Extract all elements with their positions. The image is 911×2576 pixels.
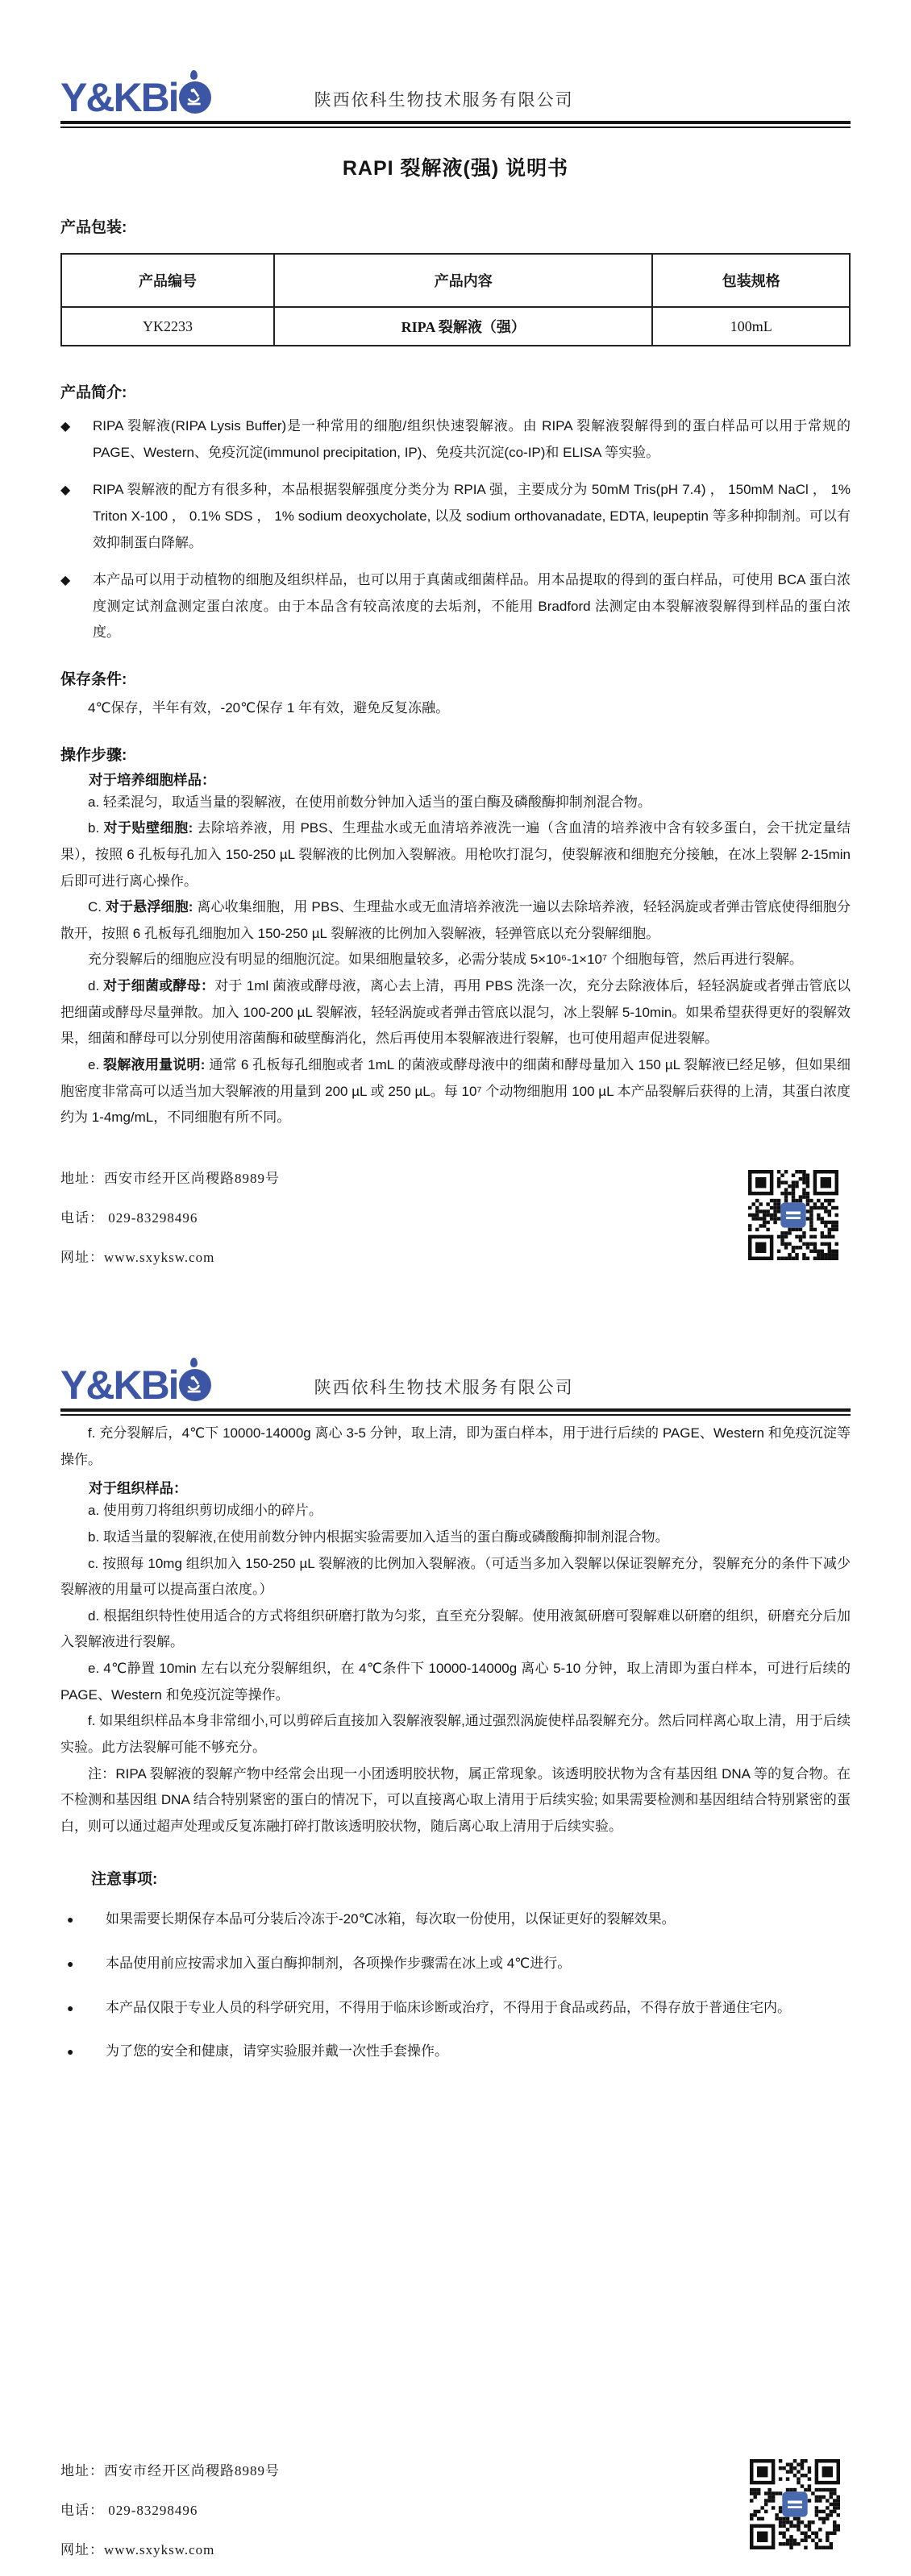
step-b: b. 对于贴壁细胞: 去除培养液，用 PBS、生理盐水或无血清培养液洗一遍（含血清的培养液中含有较多蛋白，会干扰定量结果），按照 6 孔板每孔加入 150-250 µL 裂解液的比例加入裂解液。用枪吹打混匀，使裂解液和细胞充分接触，在冰上裂解 2-15min 后即可进行离心操作。: [60, 820, 851, 889]
precaution-item: ● 本产品仅限于专业人员的科学研究用，不得用于临床诊断或治疗，不得用于食品或药品，不得存放于普通住宅内。: [60, 1995, 851, 2022]
footer-website: 网址：www.sxyksw.com: [60, 2542, 215, 2557]
tissue-step-f: f. 如果组织样品本身非常细小,可以剪碎后直接加入裂解液裂解,通过强烈涡旋使样品裂解充分。然后同样离心取上清，用于后续实验。此方法裂解可能不够充分。: [60, 1713, 851, 1755]
column-header-code: 产品编号: [61, 254, 274, 307]
microscope-icon: [179, 81, 211, 114]
page-header: [60, 0, 851, 118]
footer-phone: 电话： 029-83298496: [60, 2503, 198, 2518]
section-heading-intro: 产品简介:: [60, 384, 127, 401]
intro-bullet-1: ◆ RIPA 裂解液(RIPA Lysis Buffer)是一种常用的细胞/组织快速裂解液。由 RIPA 裂解液裂解得到的蛋白样品可以用于常规的 PAGE、Western、免疫沉淀(immunol precipitation, IP)、免疫共沉淀(co-IP)和 ELISA 等实验。: [60, 413, 851, 466]
header-divider: [60, 1408, 851, 1416]
cell-product-code: YK2233: [61, 307, 274, 346]
circle-bullet-icon: [60, 1951, 106, 1977]
logo-wordmark: Y&KBi: [60, 1363, 178, 1408]
footer-phone: 电话： 029-83298496: [60, 1210, 198, 1226]
table-row: [61, 307, 850, 346]
tissue-step-a: a. 使用剪刀将组织剪切成细小的碎片。: [88, 1503, 322, 1519]
cell-product-content: RIPA 裂解液（强）: [274, 307, 652, 346]
diamond-bullet-icon: [60, 477, 93, 556]
section-heading-precautions: 注意事项:: [91, 1871, 158, 1889]
intro-bullet-2: ◆ RIPA 裂解液的配方有很多种，本品根据裂解强度分类分为 RPIA 强，主要成分为 50mM Tris(pH 7.4) ， 150mM NaCl ， 1% Triton X-100 ， 0.1% SDS ， 1% sodium deoxycholate, 以及 sodium orthovanadate, EDTA, leupeptin 等多种抑制剂。可以有效抑制蛋白降解。: [60, 477, 851, 556]
footer-address: 地址：西安市经开区尚稷路8989号: [60, 2463, 280, 2479]
subheading-cultured-cells: 对于培养细胞样品：: [89, 771, 216, 788]
table-header-row: [61, 254, 850, 307]
tissue-step-b: b. 取适当量的裂解液,在使用前数分钟内根据实验需要加入适当的蛋白酶或磷酸酶抑制剂混合物。: [88, 1529, 669, 1545]
precaution-item: ● 为了您的安全和健康，请穿实验服并戴一次性手套操作。: [60, 2039, 851, 2065]
page-2: [0, 1281, 911, 2576]
droplet-icon: [190, 1358, 198, 1367]
subheading-tissue: 对于组织样品：: [89, 1480, 188, 1497]
diamond-bullet-icon: [60, 413, 93, 466]
column-header-content: 产品内容: [274, 254, 652, 307]
packaging-table: [60, 253, 851, 346]
circle-bullet-icon: [60, 1906, 106, 1933]
step-a: a. 轻柔混匀，取适当量的裂解液，在使用前数分钟加入适当的蛋白酶及磷酸酶抑制剂混合物。: [88, 794, 651, 810]
section-heading-packaging: 产品包装:: [60, 219, 127, 236]
section-heading-storage: 保存条件:: [60, 671, 127, 688]
cell-product-spec: 100mL: [652, 307, 850, 346]
logo-wordmark: Y&KBi: [60, 75, 178, 120]
microscope-icon: [179, 1369, 211, 1401]
diamond-bullet-icon: [60, 567, 93, 646]
company-name: 陕西依科生物技术服务有限公司: [314, 91, 574, 110]
precaution-item: ● 如果需要长期保存本品可分装后冷冻于-20℃冰箱，每次取一份使用，以保证更好的裂解效果。: [60, 1906, 851, 1933]
tissue-step-c: c. 按照每 10mg 组织加入 150-250 µL 裂解液的比例加入裂解液。（可适当多加入裂解以保证裂解充分，裂解充分的条件下减少裂解液的用量可以提高蛋白浓度。）: [60, 1555, 851, 1598]
company-logo: [60, 77, 211, 118]
circle-bullet-icon: [60, 2039, 106, 2065]
footer-website: 网址：www.sxyksw.com: [60, 1250, 215, 1265]
page-1: [0, 0, 911, 1281]
droplet-icon: [190, 70, 198, 80]
page-title: RAPI 裂解液(强) 说明书: [342, 157, 569, 180]
step-d: d. 对于细菌或酵母：对于 1ml 菌液或酵母液，离心去上清，再用 PBS 洗涤一次，充分去除液体后，轻轻涡旋或者弹击管底以把细菌或酵母尽量弹散。加入 100-200 µL 裂解液，轻轻涡旋或者弹击管底以混匀，冰上裂解 5-10min。如果希望获得更好的裂解效果，细菌和酵母可以分别使用溶菌酶和破壁酶消化，然后再使用本裂解液进行裂解，也可使用超声促进裂解。: [60, 978, 851, 1047]
column-header-spec: 包装规格: [652, 254, 850, 307]
intro-bullet-3: ◆ 本产品可以用于动植物的细胞及组织样品，也可以用于真菌或细菌样品。用本品提取的得到的蛋白样品，可使用 BCA 蛋白浓度测定试剂盒测定蛋白浓度。由于本品含有较高浓度的去垢剂，不能用 Bradford 法测定由本裂解液裂解得到样品的蛋白浓度。: [60, 567, 851, 646]
company-logo: [60, 1363, 211, 1408]
page-header: [60, 1281, 851, 1408]
circle-bullet-icon: [60, 1995, 106, 2022]
step-f: f. 充分裂解后，4℃下 10000-14000g 离心 3-5 分钟，取上清，即为蛋白样本，用于进行后续的 PAGE、Western 和免疫沉淀等操作。: [60, 1425, 851, 1467]
header-divider: [60, 121, 851, 128]
company-name: 陕西依科生物技术服务有限公司: [314, 1379, 574, 1397]
note-paragraph: 注：RIPA 裂解液的裂解产物中经常会出现一小团透明胶状物，属正常现象。该透明胶状物为含有基因组 DNA 等的复合物。在不检测和基因组 DNA 结合特别紧密的蛋白的情况下，可以直接离心取上清用于后续实验; 如果需要检测和基因组结合特别紧密的蛋白，则可以通过超声处理或反复冻融打碎打散该透明胶状物，随后离心取上清用于后续实验。: [60, 1765, 851, 1834]
contact-footer: [60, 2459, 280, 2576]
storage-text: 4℃保存，半年有效，-20℃保存 1 年有效，避免反复冻融。: [88, 700, 450, 716]
footer-address: 地址：西安市经开区尚稷路8989号: [60, 1171, 280, 1186]
step-c: C. 对于悬浮细胞: 离心收集细胞，用 PBS、生理盐水或无血清培养液洗一遍以去除培养液，轻轻涡旋或者弹击管底使得细胞分散开，按照 6 孔板每孔细胞加入 150-250 µL 裂解液的比例加入裂解液，轻弹管底以充分裂解细胞。: [60, 899, 851, 941]
step-e: e. 裂解液用量说明: 通常 6 孔板每孔细胞或者 1mL 的菌液或酵母液中的细菌和酵母量加入 150 µL 裂解液已经足够，但如果细胞密度非常高可以适当加大裂解液的用量到 200 µL 或 250 µL。每 10⁷ 个动物细胞用 100 µL 本产品裂解后获得的上清，其蛋白浓度约为 1-4mg/mL，不同细胞有所不同。: [60, 1056, 851, 1126]
tissue-step-d: d. 根据组织特性使用适合的方式将组织研磨打散为匀浆，直至充分裂解。使用液氮研磨可裂解难以研磨的组织，研磨充分后加入裂解液进行裂解。: [60, 1607, 851, 1650]
qr-code: [750, 2459, 840, 2549]
precaution-item: ● 本品使用前应按需求加入蛋白酶抑制剂，各项操作步骤需在冰上或 4℃进行。: [60, 1951, 851, 1977]
qr-code: [748, 1170, 838, 1260]
step-c-note: 充分裂解后的细胞应没有明显的细胞沉淀。如果细胞量较多，必需分装成 5×10⁶-1×10⁷ 个细胞每管，然后再进行裂解。: [88, 952, 803, 968]
tissue-step-e: e. 4℃静置 10min 左右以充分裂解组织，在 4℃条件下 10000-14000g 离心 5-10 分钟，取上清即为蛋白样本，可进行后续的 PAGE、Western 和免疫沉淀等操作。: [60, 1661, 851, 1703]
contact-footer: [60, 1167, 280, 1281]
section-heading-steps: 操作步骤:: [60, 746, 127, 764]
